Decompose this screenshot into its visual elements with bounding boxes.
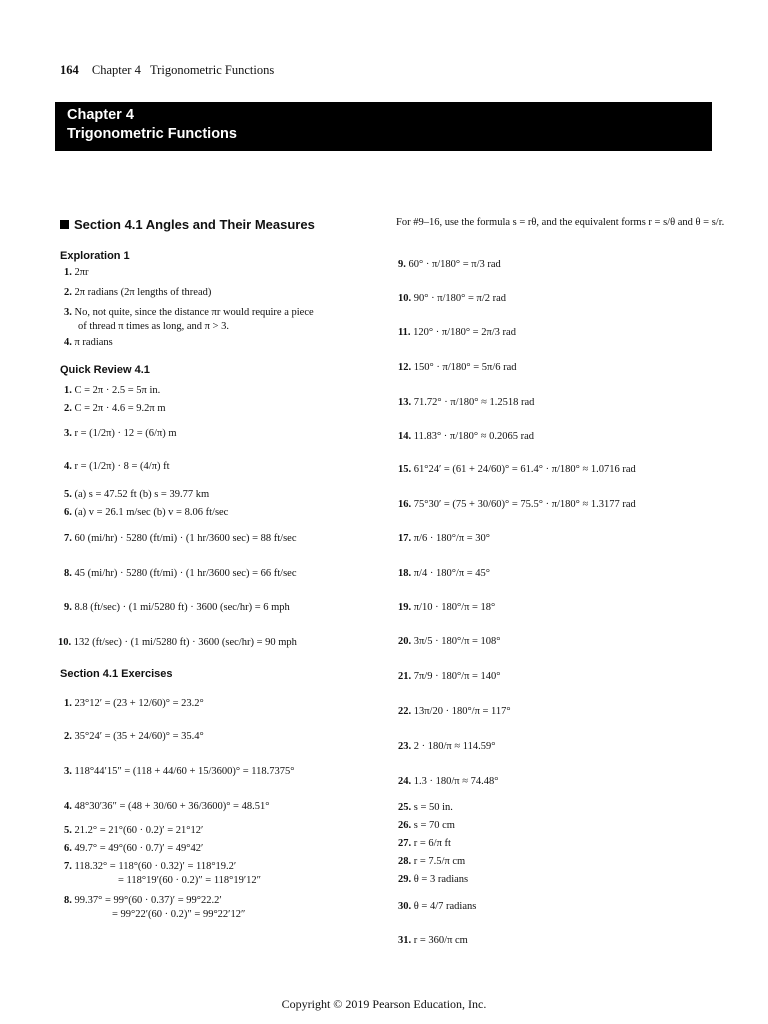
chapter-banner <box>55 102 712 151</box>
list-item: 4. 48°30′36″ = (48 + 30/60 + 36/3600)° = 48.51° <box>64 801 270 812</box>
list-item: 13. 71.72° · π/180° ≈ 1.2518 rad <box>398 397 535 408</box>
list-item: 14. 11.83° · π/180° ≈ 0.2065 rad <box>398 431 535 442</box>
list-item: 20. 3π/5 · 180°/π = 108° <box>398 636 501 647</box>
list-item: 12. 150° · π/180° = 5π/6 rad <box>398 362 517 373</box>
list-item: 5. 21.2° = 21°(60 · 0.2)′ = 21°12′ <box>64 825 204 836</box>
running-head-title: Trigonometric Functions <box>149 63 275 77</box>
list-item: 28. r = 7.5/π cm <box>398 856 466 867</box>
section-heading <box>60 217 315 232</box>
copyright-footer: Copyright © 2019 Pearson Education, Inc. <box>281 997 487 1011</box>
banner-chapter: Chapter 4 <box>67 107 134 123</box>
list-item: 19. π/10 · 180°/π = 18° <box>398 602 496 613</box>
list-item: 1. C = 2π · 2.5 = 5π in. <box>64 385 161 396</box>
list-item: 17. π/6 · 180°/π = 30° <box>398 533 491 544</box>
list-item: 22. 13π/20 · 180°/π = 117° <box>398 706 511 717</box>
page-number: 164 <box>60 63 79 77</box>
list-item: 2. 2π radians (2π lengths of thread) <box>64 287 212 298</box>
list-item: 3. 118°44′15″ = (118 + 44/60 + 15/3600)° = 118.7375° <box>64 766 295 777</box>
list-item: 7. 118.32° = 118°(60 · 0.32)′ = 118°19.2′ <box>64 861 237 872</box>
list-item: 7. 60 (mi/hr) · 5280 (ft/mi) · (1 hr/3600 sec) = 88 ft/sec <box>64 533 297 544</box>
list-item: 26. s = 70 cm <box>398 820 455 831</box>
list-item: 15. 61°24′ = (61 + 24/60)° = 61.4° · π/180° ≈ 1.0716 rad <box>398 464 636 475</box>
list-item: = 118°19′(60 · 0.2)″ = 118°19′12″ <box>118 875 262 886</box>
list-item: 8. 45 (mi/hr) · 5280 (ft/mi) · (1 hr/3600 sec) = 66 ft/sec <box>64 568 297 579</box>
list-item: 1. 23°12′ = (23 + 12/60)° = 23.2° <box>64 698 204 709</box>
section-title: Section 4.1 Angles and Their Measures <box>74 217 315 232</box>
list-item: 8. 99.37° = 99°(60 · 0.37)′ = 99°22.2′ <box>64 895 222 906</box>
list-item: 5. (a) s = 47.52 ft (b) s = 39.77 km <box>64 489 210 500</box>
banner-title: Trigonometric Functions <box>67 126 237 142</box>
list-item: 2. C = 2π · 4.6 = 9.2π m <box>64 403 166 414</box>
list-item: 6. (a) v = 26.1 m/sec (b) v = 8.06 ft/sec <box>64 507 229 518</box>
exercises-heading: Section 4.1 Exercises <box>60 668 173 680</box>
list-item: 6. 49.7° = 49°(60 · 0.7)′ = 49°42′ <box>64 843 204 854</box>
list-item: 23. 2 · 180/π ≈ 114.59° <box>398 741 496 752</box>
list-item: 10. 132 (ft/sec) · (1 mi/5280 ft) · 3600 (sec/hr) = 90 mph <box>58 637 297 648</box>
list-item: 25. s = 50 in. <box>398 802 453 813</box>
list-item: 4. r = (1/2π) · 8 = (4/π) ft <box>64 461 170 472</box>
list-item: 1. 2πr <box>64 267 89 278</box>
right-intro: For #9–16, use the formula s = rθ, and the equivalent forms r = s/θ and θ = s/r. <box>396 217 725 228</box>
list-item: 9. 60° · π/180° = π/3 rad <box>398 259 501 270</box>
list-item: 10. 90° · π/180° = π/2 rad <box>398 293 507 304</box>
list-item: = 99°22′(60 · 0.2)″ = 99°22′12″ <box>112 909 246 920</box>
list-item: 29. θ = 3 radians <box>398 874 469 885</box>
list-item: of thread π times as long, and π > 3. <box>78 321 229 332</box>
list-item: 11. 120° · π/180° = 2π/3 rad <box>398 327 516 338</box>
quick-review-heading: Quick Review 4.1 <box>60 364 150 376</box>
list-item: 24. 1.3 · 180/π ≈ 74.48° <box>398 776 499 787</box>
section-square-icon <box>60 220 69 229</box>
list-item: 27. r = 6/π ft <box>398 838 451 849</box>
list-item: 4. π radians <box>64 337 113 348</box>
list-item: 16. 75°30′ = (75 + 30/60)° = 75.5° · π/180° ≈ 1.3177 rad <box>398 499 636 510</box>
list-item: 30. θ = 4/7 radians <box>398 901 477 912</box>
running-head-chapter: Chapter 4 <box>91 63 141 77</box>
list-item: 3. r = (1/2π) · 12 = (6/π) m <box>64 428 177 439</box>
list-item: 3. No, not quite, since the distance πr would require a piece <box>64 307 314 318</box>
list-item: 2. 35°24′ = (35 + 24/60)° = 35.4° <box>64 731 204 742</box>
list-item: 31. r = 360/π cm <box>398 935 468 946</box>
exploration-heading: Exploration 1 <box>60 250 130 262</box>
list-item: 21. 7π/9 · 180°/π = 140° <box>398 671 501 682</box>
list-item: 18. π/4 · 180°/π = 45° <box>398 568 491 579</box>
list-item: 9. 8.8 (ft/sec) · (1 mi/5280 ft) · 3600 (sec/hr) = 6 mph <box>64 602 290 613</box>
running-head <box>60 63 274 78</box>
